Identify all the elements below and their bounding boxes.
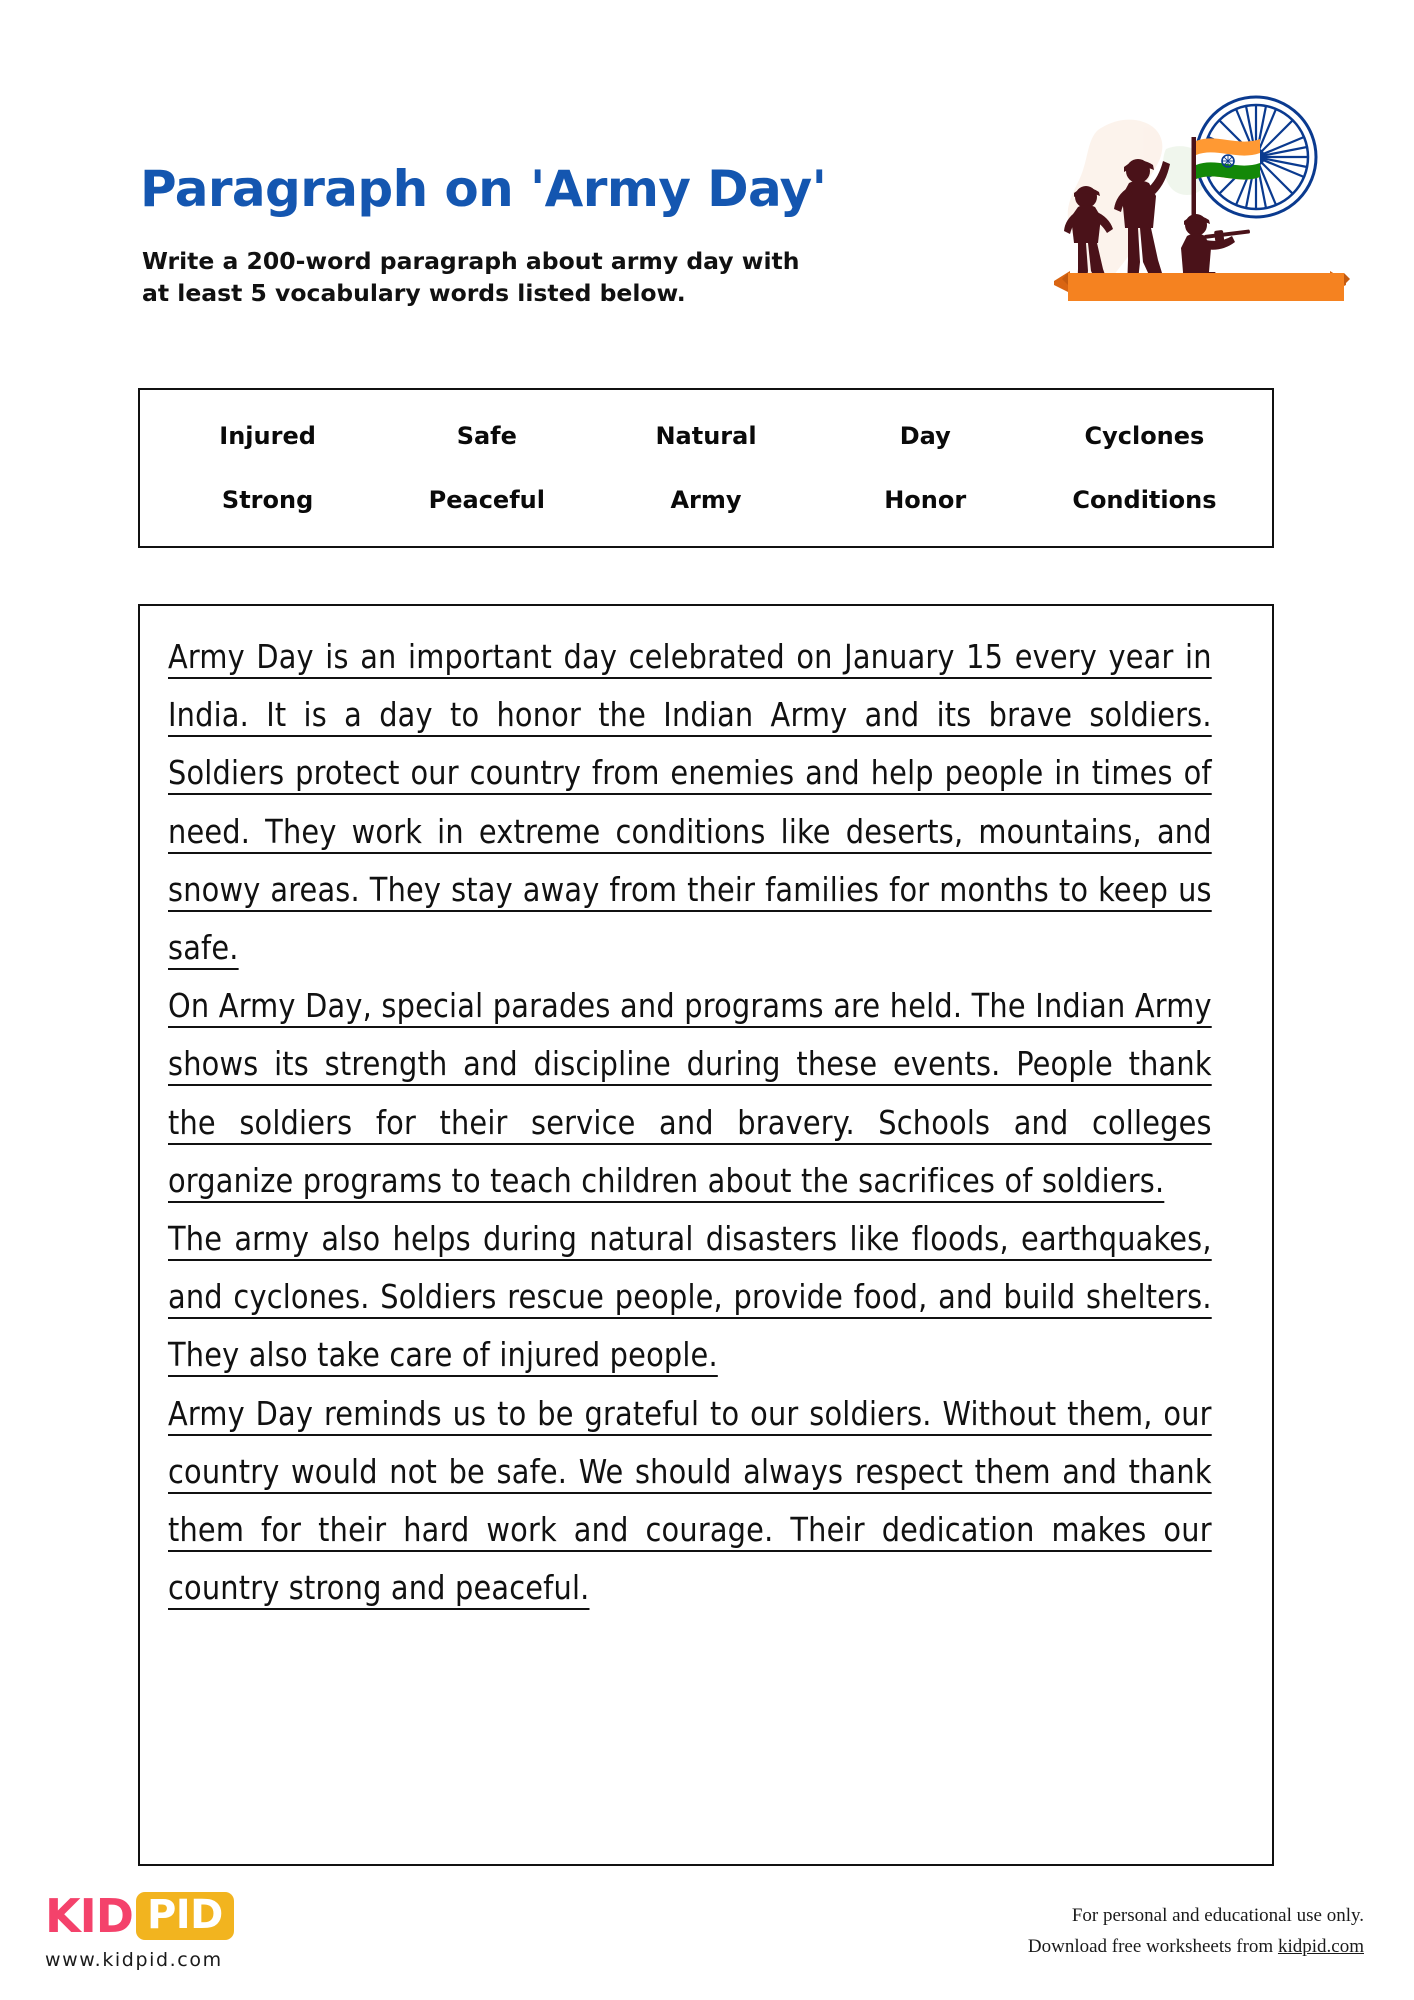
word-bank-cell: Honor [884, 486, 967, 514]
logo-pid-badge [136, 1892, 234, 1940]
instruction-line-2: at least 5 vocabulary words listed below. [142, 279, 686, 308]
footer-note [1028, 1900, 1364, 1963]
word-bank-cell: Peaceful [428, 486, 545, 514]
instruction-text [142, 245, 862, 310]
army-day-illustration [1046, 95, 1366, 345]
word-bank [138, 388, 1274, 548]
essay-paragraph: Army Day is an important day celebrated on January 15 every year in India. It is a day to honor the Indian Army and its brave soldiers. Soldiers protect our country from enemies and help people in times of need. They work in extreme conditions like deserts, mountains, and snowy areas. They stay away from their families for months to keep us safe. [168, 637, 1212, 968]
word-bank-cell: Safe [456, 422, 517, 450]
footer-note-prefix: Download free worksheets from [1027, 1936, 1278, 1958]
worksheet-header [0, 0, 1414, 380]
essay-paragraph: Army Day reminds us to be grateful to our soldiers. Without them, our country would not be safe. We should always respect them and thank them for their hard work and courage. Their dedication makes our country strong and peaceful. [168, 1393, 1212, 1608]
footer-note-line-1: For personal and educational use only. [1071, 1905, 1364, 1926]
essay-answer-box[interactable] [138, 604, 1274, 1866]
essay-paragraph: On Army Day, special parades and programs are held. The Indian Army shows its strength and discipline during these events. People thank the soldiers for their service and bravery. Schools and colleges organize programs to teach children about the sacrifices of soldiers. [168, 986, 1212, 1200]
essay-paragraph: The army also helps during natural disasters like floods, earthquakes, and cyclones. Soldiers rescue people, provide food, and build shelters. They also take care of injured people. [168, 1219, 1212, 1375]
kidpid-link[interactable]: kidpid.com [1277, 1936, 1364, 1958]
word-bank-cell: Injured [219, 422, 316, 450]
word-bank-cell: Strong [221, 486, 314, 514]
footer-note-line-2 [1028, 1931, 1364, 1962]
logo-row [45, 1890, 305, 1942]
word-bank-cell: Day [899, 422, 951, 450]
website-url: www.kidpid.com [45, 1949, 223, 1971]
word-bank-cell: Cyclones [1084, 422, 1205, 450]
word-bank-cell: Natural [655, 422, 757, 450]
word-bank-cell: Army [670, 486, 742, 514]
kidpid-logo [45, 1890, 305, 1971]
orange-ribbon-banner [1054, 271, 1350, 301]
logo-pid-text: PID [146, 1892, 223, 1938]
logo-kid-text: KID [45, 1889, 133, 1943]
word-bank-row [158, 404, 1254, 468]
word-bank-row [158, 468, 1254, 532]
page-title: Paragraph on 'Army Day' [140, 160, 827, 218]
instruction-line-1: Write a 200-word paragraph about army day with [142, 247, 800, 275]
word-bank-cell: Conditions [1072, 486, 1217, 514]
essay-text [168, 628, 1212, 1617]
